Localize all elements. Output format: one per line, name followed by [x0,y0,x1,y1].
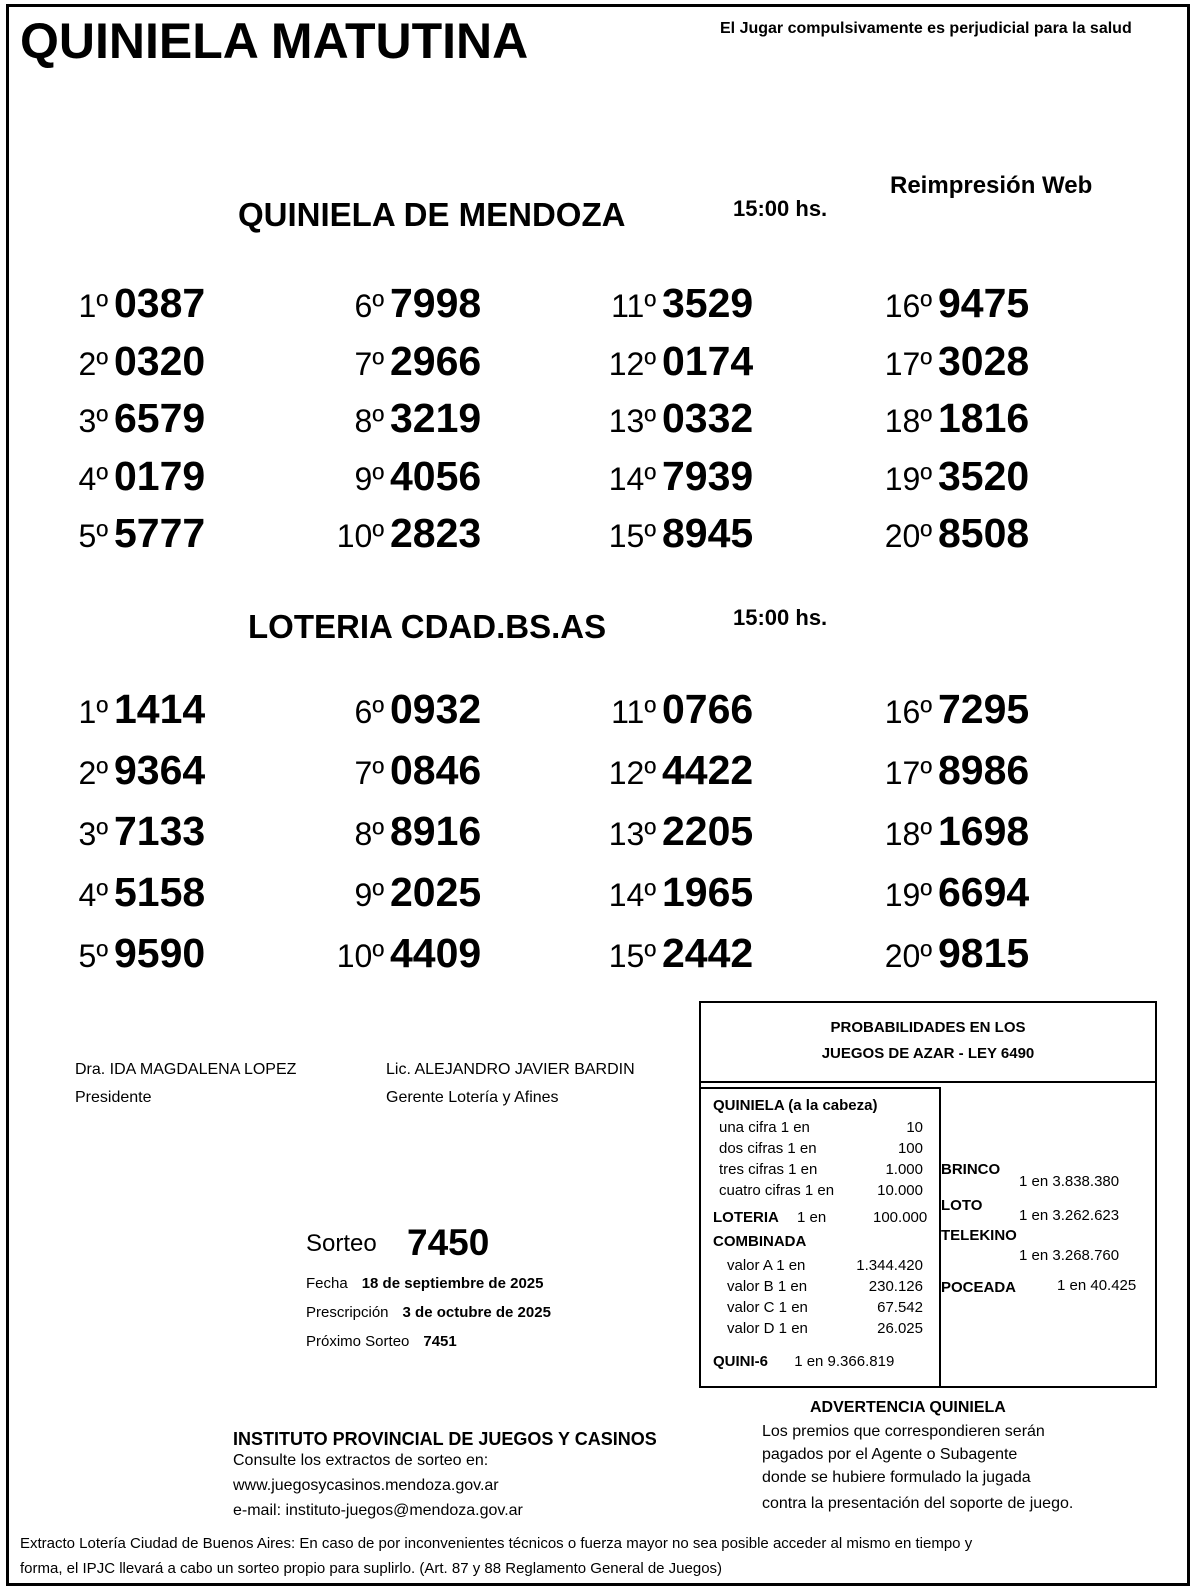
result-position: 5º [78,518,108,554]
result-number: 4409 [390,930,482,976]
loto-prob-label: LOTO [941,1197,983,1214]
result-cell [588,686,753,733]
result-position: 7º [354,755,384,791]
result-cell [40,747,205,794]
result-number: 8986 [938,747,1030,793]
result-cell [588,747,753,794]
signature-right [386,1056,635,1112]
proximo-label: Próximo Sorteo [306,1333,410,1350]
result-cell [40,510,205,557]
signature-left-role: Presidente [75,1089,152,1106]
result-cell [864,930,1029,977]
result-number: 0179 [114,452,206,499]
poceada-prob-label: POCEADA [941,1279,1017,1296]
prescripcion-value: 3 de octubre de 2025 [402,1304,551,1321]
result-cell [316,747,481,794]
result-cell [864,808,1029,855]
result-cell [864,395,1029,442]
quiniela-prob-value: 10.000 [877,1182,923,1199]
section-title-loteria: LOTERIA CDAD.BS.AS [248,608,607,645]
result-position: 13º [608,403,656,439]
institute-name: INSTITUTO PROVINCIAL DE JUEGOS Y CASINOS [233,1429,657,1449]
result-number: 2205 [662,808,754,854]
result-number: 0846 [390,747,482,793]
result-cell [588,869,753,916]
result-cell [316,930,481,977]
quiniela-prob-label: tres cifras 1 en [719,1161,818,1178]
result-cell [316,686,481,733]
result-position: 6º [354,288,384,324]
result-position: 18º [884,403,932,439]
result-position: 14º [608,877,656,913]
result-cell [864,280,1029,327]
footer-line2: forma, el IPJC llevará a cabo un sorteo propio para suplirlo. (Art. 87 y 88 Reglamento General de Juegos) [20,1560,723,1577]
prescripcion-row [306,1304,551,1321]
result-number: 2823 [390,510,482,556]
result-position: 9º [354,877,384,913]
result-cell [864,747,1029,794]
result-cell [40,686,205,733]
quiniela-prob-label: una cifra 1 en [719,1119,810,1136]
combinada-prob-label: valor C 1 en [727,1299,808,1316]
poceada-prob-value: 1 en 40.425 [1057,1277,1137,1294]
section-time-loteria: 15:00 hs. [733,605,828,630]
result-position: 12º [608,345,656,382]
institute-website[interactable]: www.juegosycasinos.mendoza.gov.ar [233,1477,499,1494]
page-title: QUINIELA MATUTINA [20,13,529,69]
probabilities-box [699,1001,1157,1388]
advertencia-title: ADVERTENCIA QUINIELA [810,1399,1006,1416]
combinada-prob-value: 230.126 [868,1278,923,1295]
result-position: 16º [884,694,932,730]
quini6-prob-label: QUINI-6 [713,1353,769,1370]
result-number: 2966 [390,337,482,384]
result-cell [316,395,481,442]
result-cell [40,453,205,500]
result-number: 9364 [114,747,206,793]
result-number: 4056 [390,452,482,499]
result-number: 0174 [662,337,754,384]
result-number: 3219 [390,395,482,441]
result-position: 11º [611,288,656,324]
result-position: 12º [608,755,656,791]
result-cell [864,686,1029,733]
probabilities-header-line1: PROBABILIDADES EN LOS [830,1019,1026,1036]
loteria-prob-value: 100.000 [873,1209,928,1226]
quiniela-prob-title: QUINIELA (a la cabeza) [713,1097,878,1114]
result-position: 2º [78,345,108,382]
result-cell [588,395,753,442]
result-cell [864,453,1029,500]
result-position: 7º [354,345,384,382]
result-position: 8º [354,816,384,852]
result-cell [588,280,753,327]
result-position: 14º [608,460,656,497]
result-number: 8916 [390,808,482,854]
combinada-prob-value: 67.542 [877,1299,923,1316]
result-number: 6579 [114,395,206,441]
result-number: 0332 [662,395,754,441]
result-cell [40,808,205,855]
result-position: 20º [884,938,932,974]
result-number: 1698 [938,808,1030,854]
result-cell [588,930,753,977]
result-number: 1414 [114,686,206,732]
result-cell [316,280,481,327]
result-position: 18º [884,816,932,852]
result-number: 3520 [938,452,1030,499]
signature-right-role: Gerente Lotería y Afines [386,1089,559,1106]
result-cell [864,510,1029,557]
result-number: 7133 [114,808,206,854]
result-position: 9º [354,460,384,497]
loto-prob-value: 1 en 3.262.623 [1019,1207,1120,1224]
result-position: 20º [884,518,932,554]
quiniela-prob-value: 100 [897,1140,923,1157]
probabilities-header [701,1003,1155,1083]
section-title-mendoza: QUINIELA DE MENDOZA [238,196,626,233]
probabilities-header-line2: JUEGOS DE AZAR - LEY 6490 [821,1045,1035,1062]
section-time-mendoza: 15:00 hs. [733,196,828,221]
result-number: 0320 [114,337,206,384]
result-position: 4º [78,460,108,497]
loteria-prob-mid: 1 en [797,1209,827,1226]
advertencia-line4: contra la presentación del soporte de juego. [762,1495,1074,1512]
result-position: 19º [884,877,932,913]
result-number: 7939 [662,452,754,499]
result-position: 8º [354,403,384,439]
result-number: 5158 [114,869,206,915]
result-position: 1º [78,694,108,730]
result-position: 15º [608,518,656,554]
combinada-prob-label: valor B 1 en [727,1278,808,1295]
prescripcion-label: Prescripción [306,1304,389,1321]
result-position: 2º [78,755,108,791]
proximo-value: 7451 [423,1333,457,1350]
result-position: 11º [611,694,656,730]
result-cell [316,869,481,916]
result-number: 2442 [662,930,754,976]
result-cell [864,338,1029,385]
result-position: 3º [78,816,108,852]
proximo-row [306,1333,457,1350]
result-number: 8508 [938,510,1030,556]
result-cell [40,280,205,327]
result-cell [588,808,753,855]
result-number: 7295 [938,686,1030,732]
result-number: 0766 [662,686,754,732]
combinada-prob-value: 26.025 [877,1320,923,1337]
telekino-prob-value: 1 en 3.268.760 [1019,1247,1120,1264]
result-cell [316,338,481,385]
result-position: 13º [608,816,656,852]
result-number: 3529 [662,280,754,326]
advertencia-line1: Los premios que correspondieren serán [762,1423,1045,1440]
result-cell [588,453,753,500]
result-number: 9475 [938,280,1030,326]
result-number: 4422 [662,747,754,793]
institute-line1: Consulte los extractos de sorteo en: [233,1452,489,1469]
sorteo-number: 7450 [407,1222,490,1263]
fecha-label: Fecha [306,1275,348,1292]
combinada-prob-title: COMBINADA [713,1233,807,1250]
result-position: 16º [884,288,932,324]
signature-left-name: Dra. IDA MAGDALENA LOPEZ [75,1061,297,1078]
quiniela-prob-value: 1.000 [885,1161,923,1178]
result-position: 4º [78,877,108,913]
result-number: 2025 [390,869,482,915]
result-position: 15º [608,938,656,974]
result-number: 7998 [390,280,482,326]
combinada-prob-label: valor A 1 en [727,1257,806,1274]
result-cell [588,510,753,557]
institute-email[interactable]: e-mail: instituto-juegos@mendoza.gov.ar [233,1502,523,1519]
result-number: 9590 [114,930,206,976]
result-number: 3028 [938,337,1030,384]
result-position: 1º [78,288,108,324]
fecha-value: 18 de septiembre de 2025 [361,1275,544,1292]
fecha-row [306,1275,543,1292]
signature-left [75,1056,296,1112]
result-position: 17º [884,755,932,791]
signature-right-name: Lic. ALEJANDRO JAVIER BARDIN [386,1061,635,1078]
result-position: 17º [884,345,932,382]
result-position: 3º [78,403,108,439]
advertencia-line2: pagados por el Agente o Subagente [762,1446,1018,1463]
quini6-prob-value: 1 en 9.366.819 [794,1353,895,1370]
loteria-prob-row [713,1209,826,1226]
result-number: 6694 [938,869,1030,915]
quiniela-prob-label: cuatro cifras 1 en [719,1182,835,1199]
combinada-prob-value: 1.344.420 [856,1257,923,1274]
result-cell [40,395,205,442]
brinco-prob-label: BRINCO [941,1161,1001,1178]
result-cell [316,453,481,500]
result-number: 5777 [114,510,206,556]
result-number: 1816 [938,395,1030,441]
result-cell [316,510,481,557]
result-cell [316,808,481,855]
telekino-prob-label: TELEKINO [941,1227,1017,1244]
health-warning: El Jugar compulsivamente es perjudicial para la salud [720,20,1132,37]
loteria-prob-label: LOTERIA [713,1209,779,1226]
result-position: 19º [884,460,932,497]
result-cell [40,930,205,977]
result-position: 10º [336,938,384,974]
combinada-prob-label: valor D 1 en [727,1320,808,1337]
sorteo-label: Sorteo [306,1230,377,1257]
result-cell [588,338,753,385]
reprint-label: Reimpresión Web [890,172,1093,199]
result-number: 1965 [662,869,754,915]
result-number: 0387 [114,280,206,326]
result-cell [40,869,205,916]
result-number: 9815 [938,930,1030,976]
result-position: 5º [78,938,108,974]
brinco-prob-value: 1 en 3.838.380 [1019,1173,1120,1190]
advertencia-line3: donde se hubiere formulado la jugada [762,1469,1031,1486]
quini6-prob-row [713,1353,894,1370]
footer-line1: Extracto Lotería Ciudad de Buenos Aires: En caso de por inconvenientes técnicos o fuerza mayor no sea posible acceder al mismo en tiempo y [20,1535,973,1552]
quiniela-prob-value: 10 [906,1119,923,1136]
result-position: 6º [354,694,384,730]
result-cell [864,869,1029,916]
result-number: 8945 [662,510,754,556]
result-cell [40,338,205,385]
quiniela-prob-label: dos cifras 1 en [719,1140,817,1157]
result-position: 10º [336,518,384,554]
result-number: 0932 [390,686,482,732]
